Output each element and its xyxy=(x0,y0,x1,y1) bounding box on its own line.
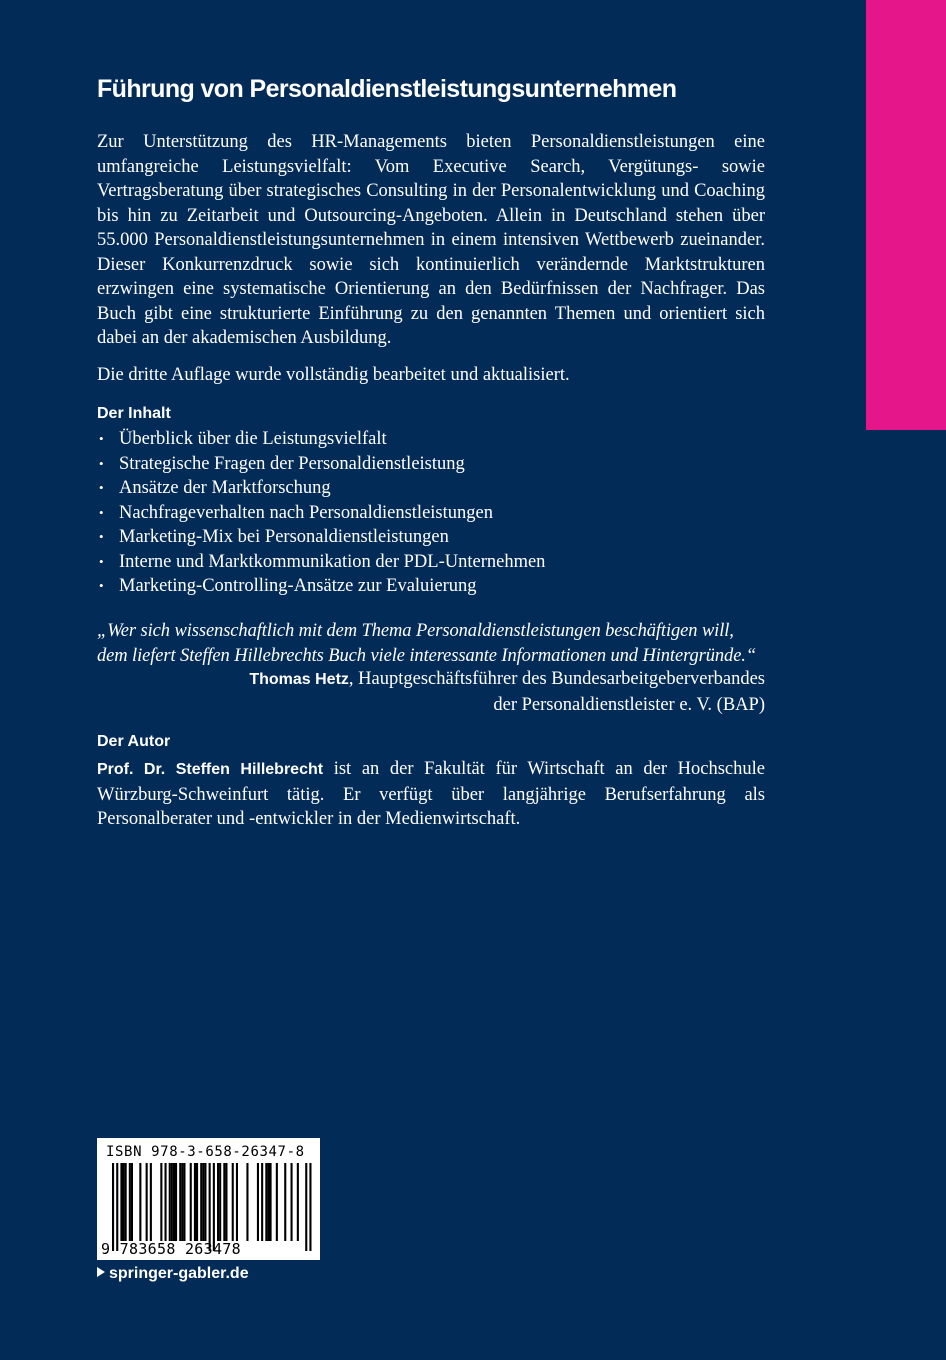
quote-line-2: dem liefert Steffen Hillebrechts Buch viele interessante Informationen und Hintergründe.“ xyxy=(97,645,757,666)
barcode-bar xyxy=(173,1163,175,1241)
barcode-bar xyxy=(131,1163,133,1241)
website-label: springer-gabler.de xyxy=(109,1265,249,1282)
barcode-bar xyxy=(202,1163,204,1241)
testimonial-quote xyxy=(97,619,765,668)
contents-list xyxy=(97,427,765,599)
barcode-digits: 9 783658 263478 xyxy=(101,1240,241,1258)
barcode-bar xyxy=(179,1163,181,1241)
quote-author-role-continued: der Personaldienstleister e. V. (BAP) xyxy=(493,694,765,715)
bullet-icon: • xyxy=(99,480,104,495)
barcode-bar xyxy=(297,1163,299,1241)
barcode-bar xyxy=(194,1163,196,1241)
barcode-bar xyxy=(209,1163,211,1251)
barcode xyxy=(97,1138,320,1260)
barcode-bar xyxy=(270,1163,272,1241)
quote-attribution xyxy=(97,667,765,717)
list-item: • Strategische Fragen der Personaldienstleistung xyxy=(97,452,765,477)
list-item: • Nachfrageverhalten nach Personaldienstleistungen xyxy=(97,501,765,526)
author-heading: Der Autor xyxy=(97,733,171,750)
barcode-bar xyxy=(232,1163,234,1241)
list-item: • Überblick über die Leistungsvielfalt xyxy=(97,427,765,452)
barcode-bar xyxy=(204,1163,206,1241)
book-description: Zur Unterstützung des HR-Managements bieten Personaldienstleistungen eine umfangreiche Leistungsvielfalt: Vom Executive Search, Vergütungs- sowie Vertragsberatung über strategisches Consulting in der Personalentwicklung und Coaching bis hin zu Zeitarbeit und Outsourcing-Angeboten. Allein in Deutschland stehen über 55.000 Personaldienstleistungsunternehmen in einem intensiven Wettbewerb zueinander. Dieser Konkurrenzdruck sowie sich kontinuierlich verändernde Marktstrukturen erzwingen eine systematische Orientierung an den Bedürfnissen der Nachfrager. Das Buch gibt eine strukturierte Einführung zu den genannten Themen und orientiert sich dabei an der akademischen Ausbildung. xyxy=(97,132,765,348)
bullet-icon: • xyxy=(99,529,104,544)
arrow-right-icon xyxy=(97,1267,105,1277)
publisher-website[interactable] xyxy=(97,1264,249,1284)
barcode-bar xyxy=(190,1163,192,1241)
barcode-bar xyxy=(183,1163,185,1241)
barcode-bar xyxy=(181,1163,183,1241)
list-item: • Marketing-Controlling-Ansätze zur Evaluierung xyxy=(97,574,765,599)
barcode-bar xyxy=(225,1163,227,1241)
barcode-bar xyxy=(265,1163,267,1241)
barcode-bar xyxy=(223,1163,225,1241)
barcode-bar xyxy=(219,1163,221,1241)
isbn-label: ISBN 978-3-658-26347-8 xyxy=(106,1144,305,1160)
barcode-bar xyxy=(175,1163,177,1241)
quote-author-name: Thomas Hetz xyxy=(249,671,349,688)
bullet-icon: • xyxy=(99,553,104,569)
author-name: Prof. Dr. Steffen Hillebrecht xyxy=(97,761,324,778)
barcode-bar xyxy=(276,1163,278,1241)
barcode-bar xyxy=(261,1163,263,1241)
barcode-bar xyxy=(139,1163,141,1241)
book-title: Führung von Personaldienstleistungsunternehmen xyxy=(97,75,677,103)
barcode-bar xyxy=(123,1163,125,1241)
barcode-bar xyxy=(146,1163,148,1241)
bullet-icon: • xyxy=(99,431,104,446)
barcode-bar xyxy=(116,1163,118,1251)
barcode-bar xyxy=(236,1163,238,1241)
quote-author-role: , Hauptgeschäftsführer des Bundesarbeitgeberverbandes xyxy=(348,669,765,689)
barcode-bar xyxy=(291,1163,293,1241)
list-item: • Marketing-Mix bei Personaldienstleistungen xyxy=(97,525,765,550)
bullet-icon: • xyxy=(99,455,104,471)
author-bio-text: ist an der Fakultät für Wirtschaft an der Hochschule Würzburg-Schweinfurt tätig. Er verfügt über langjährige Berufserfahrung als Personalberater und -entwickler in der Medienwirtschaft. xyxy=(97,759,765,829)
author-bio xyxy=(97,757,765,832)
barcode-bar xyxy=(165,1163,167,1241)
barcode-bar xyxy=(246,1163,248,1241)
barcode-bar xyxy=(217,1163,219,1241)
barcode-bar xyxy=(309,1163,311,1251)
barcode-bar xyxy=(169,1163,171,1241)
barcode-bar xyxy=(305,1163,307,1251)
bullet-icon: • xyxy=(99,578,104,593)
barcode-bar xyxy=(160,1163,162,1241)
edition-note: Die dritte Auflage wurde vollständig bearbeitet und aktualisiert. xyxy=(97,365,570,385)
bullet-icon: • xyxy=(99,504,104,520)
barcode-bar xyxy=(213,1163,215,1251)
barcode-bar xyxy=(120,1163,122,1241)
barcode-bar xyxy=(257,1163,259,1241)
list-item: • Ansätze der Marktforschung xyxy=(97,476,765,501)
list-item: • Interne und Marktkommunikation der PDL-Unternehmen xyxy=(97,550,765,575)
barcode-bar xyxy=(171,1163,173,1241)
barcode-bar xyxy=(125,1163,127,1241)
barcode-bar xyxy=(267,1163,269,1241)
contents-heading: Der Inhalt xyxy=(97,405,171,422)
barcode-bar xyxy=(112,1163,114,1251)
quote-line-1: „Wer sich wissenschaftlich mit dem Thema Personaldienstleistungen beschäftigen will, xyxy=(97,621,734,641)
accent-bar xyxy=(866,0,946,430)
barcode-bar xyxy=(129,1163,131,1241)
barcode-bar xyxy=(200,1163,202,1241)
barcode-bar xyxy=(150,1163,152,1241)
barcode-bar xyxy=(284,1163,286,1241)
barcode-bar xyxy=(196,1163,198,1241)
